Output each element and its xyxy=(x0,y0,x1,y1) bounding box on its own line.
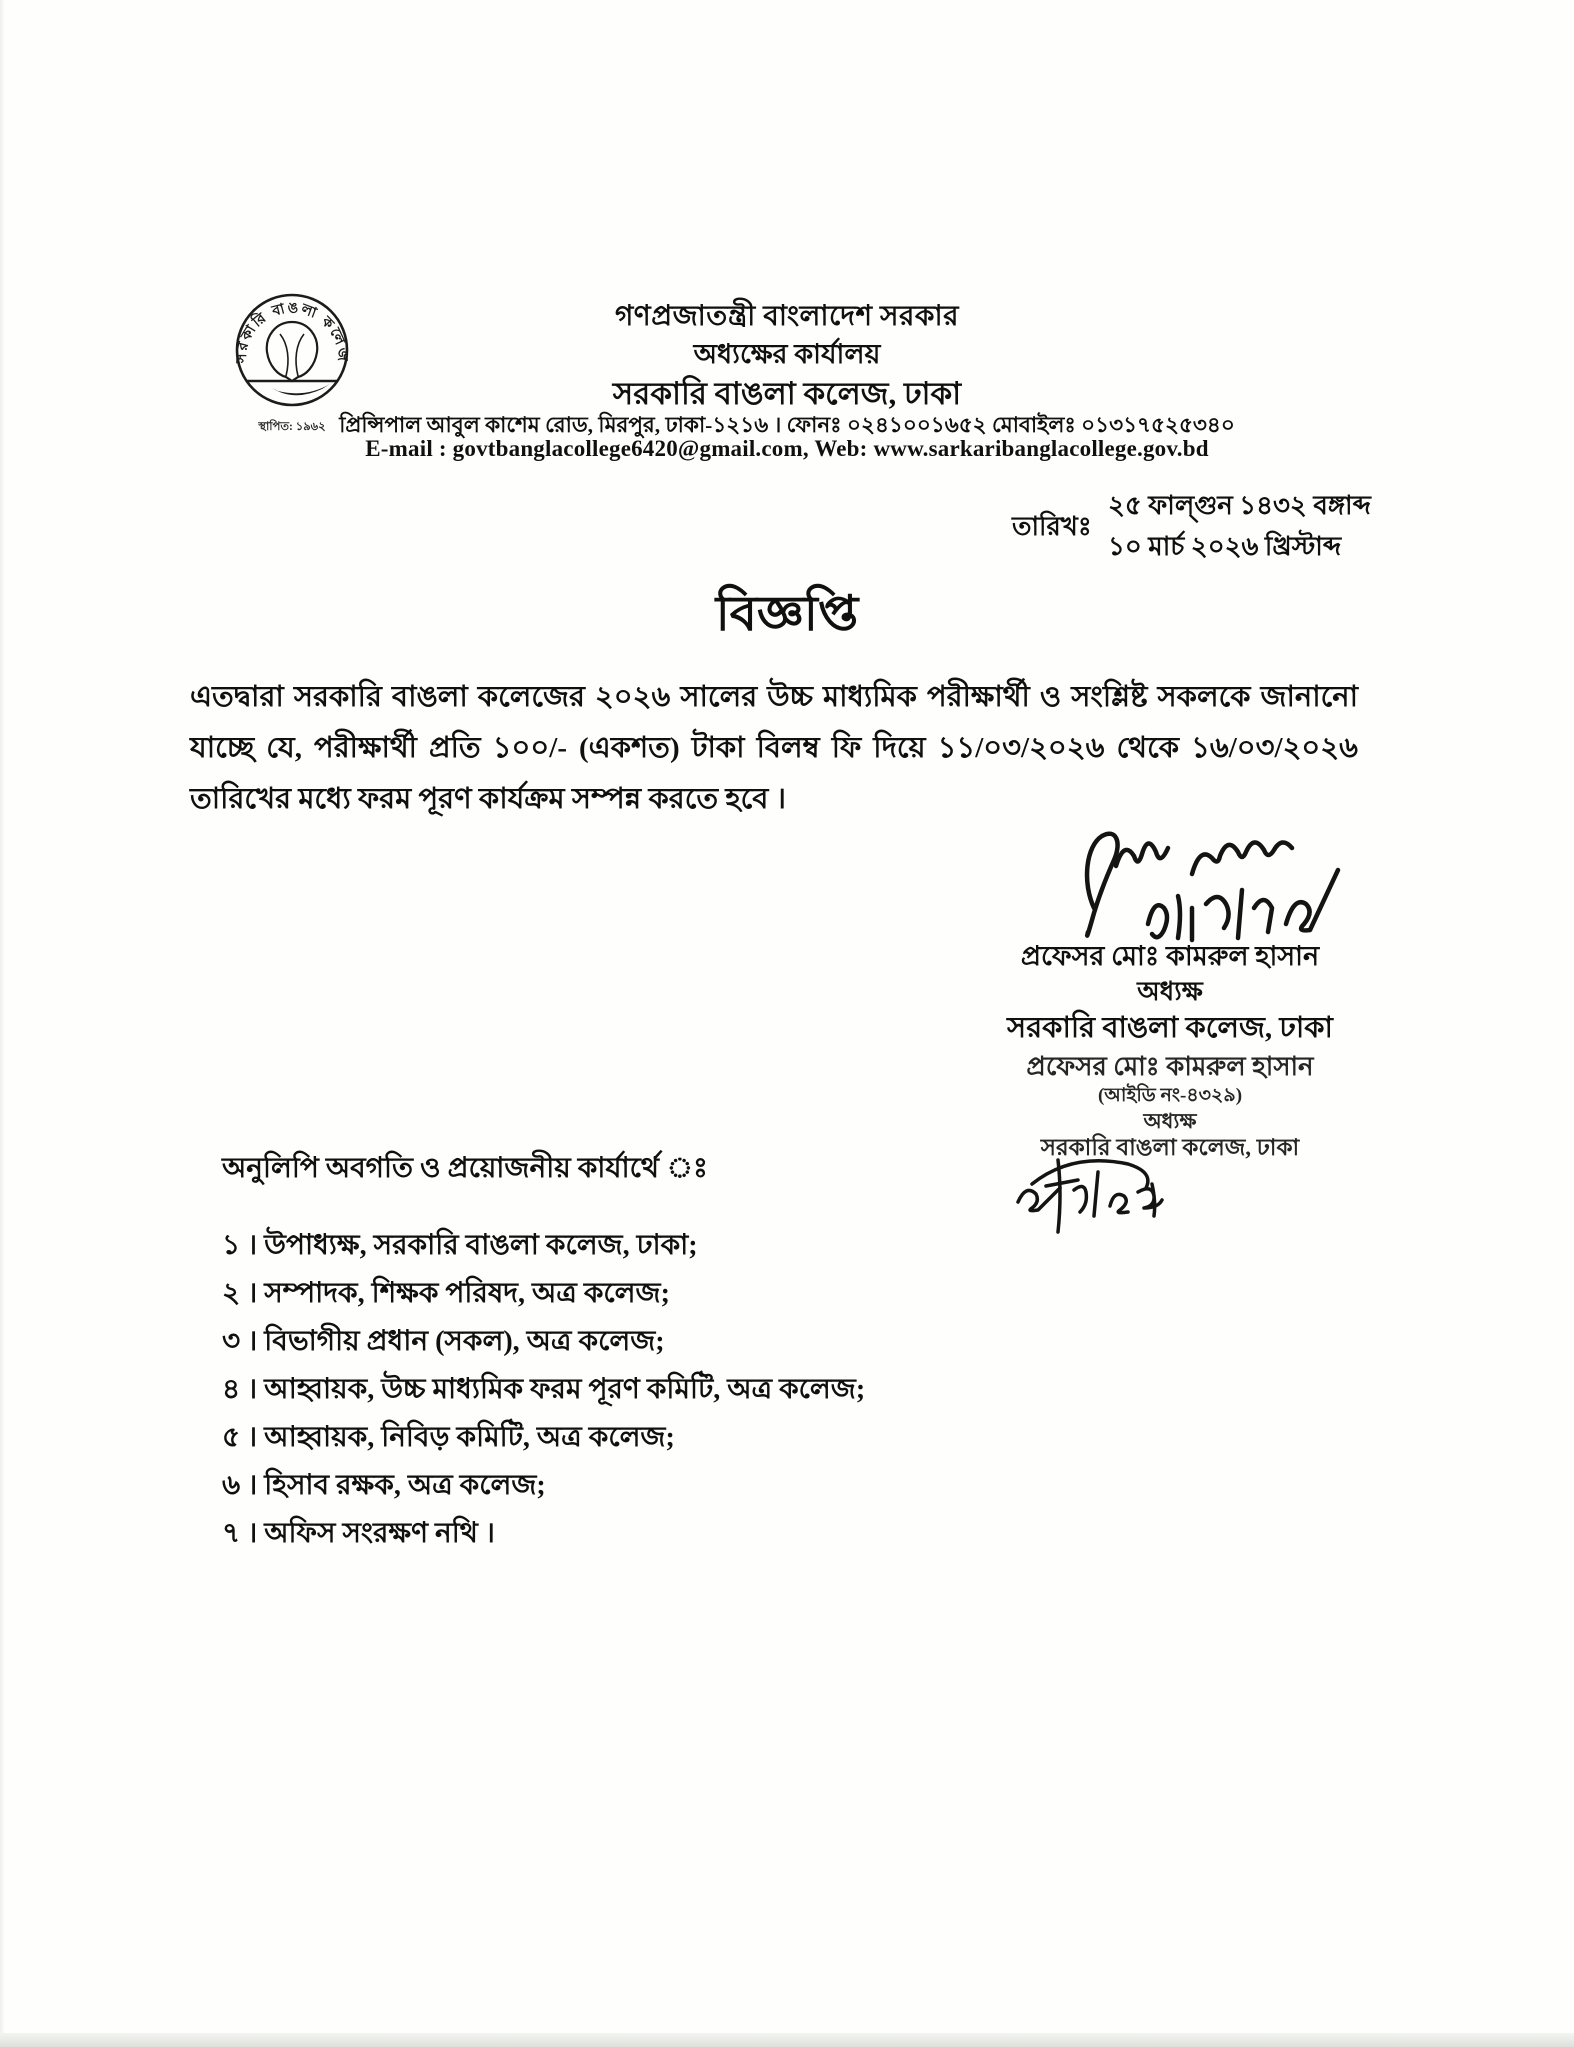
stamp-name: প্রফেসর মোঃ কামরুল হাসান xyxy=(1026,1052,1314,1081)
seal-arc-text: সরকারি বাঙলা কলেজ xyxy=(233,300,351,364)
scan-bottom-strip xyxy=(0,2033,1574,2047)
copies-heading: অনুলিপি অবগতি ও প্রয়োজনীয় কার্যার্থে ঃ xyxy=(222,1153,708,1184)
date-bangla: ২৫ ফাল্গুন ১৪৩২ বঙ্গাব্দ xyxy=(1108,491,1371,520)
signature-stroke xyxy=(1087,834,1118,936)
signatory-designation: অধ্যক্ষ xyxy=(1137,977,1203,1006)
header-address-line: প্রিন্সিপাল আবুল কাশেম রোড, মিরপুর, ঢাকা-১২১৬ । ফোনঃ ০২৪১০০১৬৫২ মোবাইলঃ ০১৩১৭৫২৫৩৪০ xyxy=(339,413,1235,437)
signature-stroke xyxy=(1110,1184,1162,1216)
list-item: ৪ । আহ্বায়ক, উচ্চ মাধ্যমিক ফরম পূরণ কমিটি, অত্র কলেজ; xyxy=(222,1374,866,1405)
list-item: ১ । উপাধ্যক্ষ, সরকারি বাঙলা কলেজ, ঢাকা; xyxy=(222,1230,698,1261)
seal-established-text: স্থাপিত: ১৯৬২ xyxy=(258,421,326,433)
signature-stroke xyxy=(1116,843,1168,866)
header-office-line: অধ্যক্ষের কার্যালয় xyxy=(693,339,881,369)
copies-list xyxy=(222,1222,1122,1558)
list-item: ৬ । হিসাব রক্ষক, অত্র কলেজ; xyxy=(222,1470,546,1501)
principal-signature xyxy=(1042,812,1362,950)
header-government-line: গণপ্রজাতন্ত্রী বাংলাদেশ সরকার xyxy=(614,301,960,332)
stamp-college: সরকারি বাঙলা কলেজ, ঢাকা xyxy=(1040,1135,1300,1160)
date-gregorian: ১০ মার্চ ২০২৬ খ্রিস্টাব্দ xyxy=(1108,532,1342,561)
signature-stroke xyxy=(1286,870,1338,930)
scan-edge-shading xyxy=(0,0,5,2047)
signature-stroke xyxy=(1148,896,1192,940)
list-item: ৭ । অফিস সংরক্ষণ নথি । xyxy=(222,1518,495,1549)
notice-title: বিজ্ঞপ্তি xyxy=(715,586,859,641)
notice-body-paragraph: এতদ্বারা সরকারি বাঙলা কলেজের ২০২৬ সালের উচ্চ মাধ্যমিক পরীক্ষার্থী ও সংশ্লিষ্ট সকলকে জানানো যাচ্ছে যে, পরীক্ষার্থী প্রতি ১০০/- (একশত) টাকা বিলম্ব ফি দিয়ে ১১/০৩/২০২৬ থেকে ১৬/০৩/২০২৬ তারিখের মধ্যে ফরম পূরণ কার্যক্রম সম্পন্ন করতে হবে । xyxy=(190,681,1358,815)
stamp-designation: অধ্যক্ষ xyxy=(1143,1109,1197,1133)
list-item: ২ । সম্পাদক, শিক্ষক পরিষদ, অত্র কলেজ; xyxy=(222,1278,670,1309)
header-email-web-line: E-mail : govtbanglacollege6420@gmail.com, Web: www.sarkaribanglacollege.gov.bd xyxy=(365,436,1209,461)
header-college-line: সরকারি বাঙলা কলেজ, ঢাকা xyxy=(612,376,962,411)
signature-stroke xyxy=(1206,890,1272,938)
signatory-name: প্রফেসর মোঃ কামরুল হাসান xyxy=(1020,941,1320,971)
signatory-college: সরকারি বাঙলা কলেজ, ঢাকা xyxy=(1007,1012,1333,1044)
signature-stroke xyxy=(1192,842,1292,874)
signature-stroke xyxy=(1018,1188,1060,1211)
stamp-id-number: (আইডি নং-৪৩২৯) xyxy=(1097,1085,1243,1106)
list-item: ৫ । আহ্বায়ক, নিবিড় কমিটি, অত্র কলেজ; xyxy=(222,1422,675,1453)
date-label: তারিখঃ xyxy=(1012,512,1092,541)
list-item: ৩ । বিভাগীয় প্রধান (সকল), অত্র কলেজ; xyxy=(222,1326,665,1357)
